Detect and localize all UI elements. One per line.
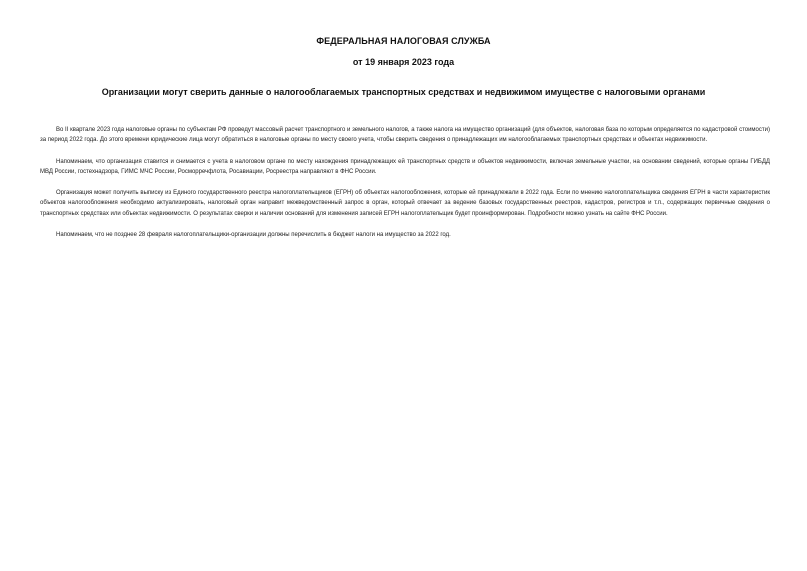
paragraph: Организация может получить выписку из Единого государственного реестра налогоплательщиков (ЕГРН) об объектах налогообложения, которые ей принадлежали в 2022 года. Если по мнению налогоплательщика сведения ЕГРН в части характеристик объектов налогообложения необходимо актуализировать, налоговый орган направит межведомственный запрос в орган, который отвечает за ведение базовых государственных реестров, кадастров, регистров и т.п., содержащих первичные сведения о транспортных средствах или объектах недвижимости. О результатах сверки и наличии оснований для изменения записей ЕГРН налогоплательщик будет проинформирован. Подробности можно узнать на сайте ФНС России. xyxy=(40,190,770,217)
paragraph: Во II квартале 2023 года налоговые органы по субъектам РФ проведут массовый расчет транспортного и земельного налогов, а также налога на имущество организаций (для объектов, налоговая база по которым определяется по кадастровой стоимости) за период 2022 года. До этого времени юридические лица могут обратиться в налоговые органы по месту своего учета, чтобы сверить сведения о принадлежащих им налогооблагаемых транспортных средствах и объектах недвижимости. xyxy=(40,127,770,144)
news-headline: Организации могут сверить данные о налогооблагаемых транспортных средствах и недвижимом имуществе с налоговыми органами xyxy=(101,87,706,97)
paragraph: Напоминаем, что организация ставится и снимается с учета в налоговом органе по месту нахождения принадлежащих ей транспортных средств и объектов недвижимости, включая земельные участки, на основании сведений, которые органы ГИБДД МВД России, гостехнадзора, ГИМС МЧС России, Росморречфлота, Росавиации, Росреестра направляют в ФНС России. xyxy=(40,158,770,175)
paragraph: Напоминаем, что не позднее 28 февраля налогоплательщики-организации должны перечислить в бюджет налоги на имущество за 2022 год. xyxy=(56,232,451,239)
agency-title: ФЕДЕРАЛЬНАЯ НАЛОГОВАЯ СЛУЖБА xyxy=(316,36,491,46)
document-body xyxy=(40,125,770,251)
document-date: от 19 января 2023 года xyxy=(352,57,455,67)
